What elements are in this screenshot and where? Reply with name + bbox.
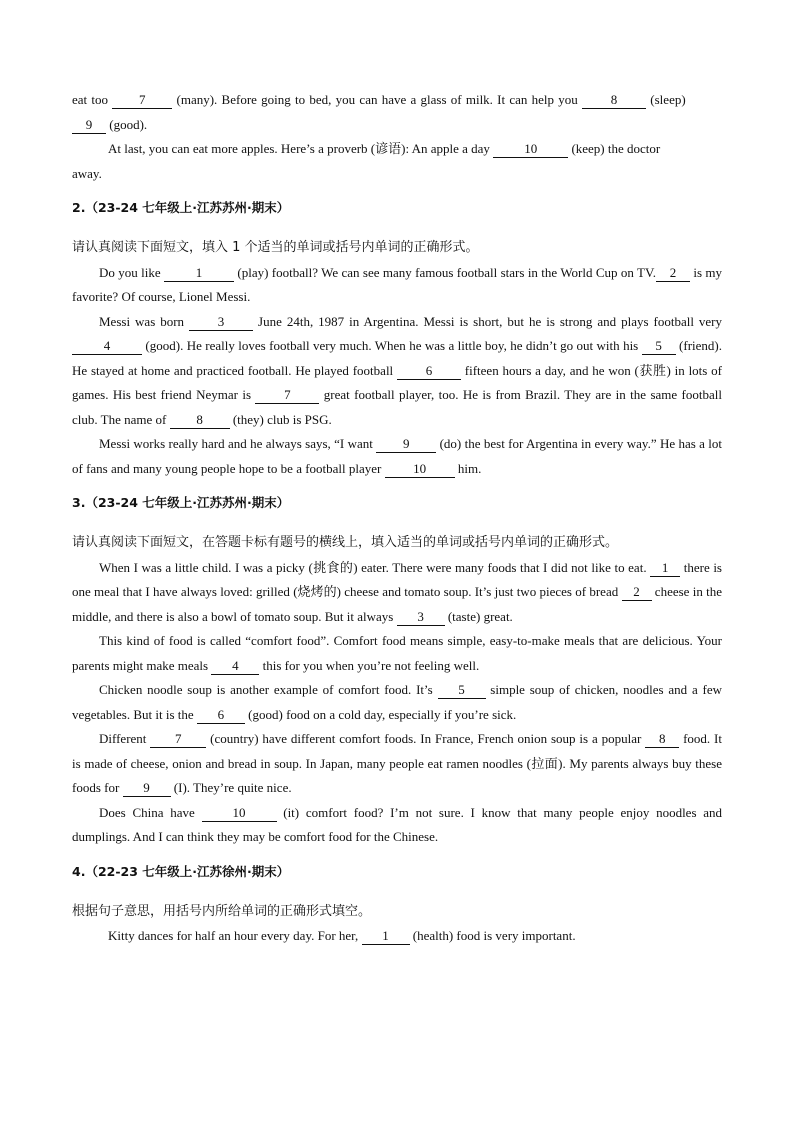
text: food. It is made of cheese, onion and bread in soup. In Japan, many people eat ramen noodles (拉面). My parents always buy these foods for	[72, 731, 722, 795]
paragraph	[72, 113, 722, 138]
text: Chicken noodle soup is another example of comfort food. It’s	[99, 682, 438, 697]
text: great football player, too. He is from Brazil. They are in the same football club. The name of	[72, 387, 722, 427]
text: fifteen hours a day, and he won (获胜) in lots of games. His best friend Neymar is	[72, 362, 722, 402]
answer-blank-2[interactable]: 2	[656, 265, 690, 282]
text: him.	[454, 460, 482, 476]
question-2	[72, 236, 722, 481]
answer-blank-9[interactable]: 9	[72, 117, 106, 134]
text: Do you like	[99, 264, 165, 280]
question-4	[72, 900, 722, 949]
text: eat too	[72, 92, 113, 107]
answer-blank-7[interactable]: 7	[112, 92, 172, 109]
worksheet-page	[72, 88, 722, 949]
answer-blank-9[interactable]: 9	[123, 780, 171, 797]
paragraph	[72, 261, 722, 310]
paragraph	[72, 629, 722, 678]
text: This kind of food is called “comfort food”. Comfort food means simple, easy-to-make meals that are delicious. Your parents might make meals	[72, 633, 722, 673]
instruction: 请认真阅读下面短文，填入 1 个适当的单词或括号内单词的正确形式。	[72, 240, 479, 255]
text: Does China have	[99, 804, 202, 820]
answer-blank-4[interactable]: 4	[211, 658, 259, 675]
text: (sleep)	[646, 92, 686, 107]
text: (good) food on a cold day, especially if you’re sick.	[244, 706, 517, 722]
question-3-header: 3.（23-24 七年级上·江苏苏州·期末）	[72, 495, 290, 510]
text: (play) football? We can see many famous football stars in the World Cup on TV.	[234, 264, 656, 280]
text: there is one meal that I have always loved: grilled (烧烤的) cheese and tomato soup. It’s just two pieces of bread	[72, 559, 722, 599]
text: (taste) great.	[444, 608, 513, 624]
answer-blank-8[interactable]: 8	[582, 92, 646, 109]
answer-blank-7[interactable]: 7	[255, 387, 319, 404]
paragraph	[72, 727, 722, 801]
section-1-continuation	[72, 88, 722, 186]
text: (many). Before going to bed, you can have a glass of milk. It can help you	[172, 92, 583, 107]
answer-blank-6[interactable]: 6	[197, 707, 245, 724]
answer-blank-6[interactable]: 6	[397, 363, 461, 380]
text: this for you when you’re not feeling well.	[259, 657, 480, 673]
answer-blank-8[interactable]: 8	[645, 731, 679, 748]
paragraph	[72, 924, 722, 949]
paragraph	[72, 678, 722, 727]
paragraph	[72, 137, 722, 162]
answer-blank-2[interactable]: 2	[622, 584, 652, 601]
text: June 24th, 1987 in Argentina. Messi is short, but he is strong and plays football very	[253, 313, 723, 329]
answer-blank-5[interactable]: 5	[438, 682, 486, 699]
answer-blank-10[interactable]: 10	[493, 141, 568, 158]
paragraph	[72, 801, 722, 850]
answer-blank-9[interactable]: 9	[376, 436, 436, 453]
question-3	[72, 531, 722, 850]
text: Messi works really hard and he always says, “I want	[99, 436, 377, 451]
text: (country) have different comfort foods. In France, French onion soup is a popular	[206, 731, 646, 746]
answer-blank-3[interactable]: 3	[189, 314, 253, 331]
text: Different	[99, 731, 151, 746]
answer-blank-10[interactable]: 10	[202, 805, 277, 822]
text: (keep) the doctor	[568, 141, 661, 156]
answer-blank-5[interactable]: 5	[642, 338, 676, 355]
text: (good). He really loves football very much. When he was a little boy, he didn’t go out with his	[142, 338, 642, 353]
answer-blank-8[interactable]: 8	[170, 412, 230, 429]
text: (do) the best for Argentina in every way.” He has a lot of fans and many young people hope to be a football player	[72, 436, 722, 476]
text: When I was a little child. I was a picky (挑食的) eater. There were many foods that I did not like to eat.	[99, 559, 651, 575]
text: (I). They’re quite nice.	[170, 780, 292, 795]
paragraph	[72, 88, 722, 113]
answer-blank-7[interactable]: 7	[150, 731, 206, 748]
text: is my favorite? Of course, Lionel Messi.	[72, 264, 722, 304]
answer-blank-4[interactable]: 4	[72, 338, 142, 355]
text: simple soup of chicken, noodles and a few vegetables. But it is the	[72, 682, 722, 722]
answer-blank-3[interactable]: 3	[397, 609, 445, 626]
question-2-header: 2.（23-24 七年级上·江苏苏州·期末）	[72, 200, 290, 215]
answer-blank-1[interactable]: 1	[362, 928, 410, 945]
text: (they) club is PSG.	[229, 411, 332, 427]
paragraph	[72, 310, 722, 433]
paragraph	[72, 556, 722, 630]
paragraph	[72, 432, 722, 481]
text: Kitty dances for half an hour every day. For her,	[108, 928, 362, 943]
text: (health) food is very important.	[409, 928, 576, 943]
answer-blank-1[interactable]: 1	[650, 560, 680, 577]
instruction: 根据句子意思，用括号内所给单词的正确形式填空。	[72, 903, 372, 919]
instruction: 请认真阅读下面短文，在答题卡标有题号的横线上，填入适当的单词或括号内单词的正确形式。	[72, 535, 619, 550]
answer-blank-1[interactable]: 1	[164, 265, 234, 282]
question-4-header: 4.（22-23 七年级上·江苏徐州·期末）	[72, 863, 290, 879]
paragraph: away.	[72, 165, 102, 181]
text: cheese in the middle, and there is also a bowl of tomato soup. But it always	[72, 584, 722, 624]
text: (friend). He stayed at home and practiced football. He played football	[72, 338, 722, 378]
text: At last, you can eat more apples. Here’s a proverb (谚语): An apple a day	[108, 141, 494, 156]
text: Messi was born	[99, 313, 190, 329]
text: (it) comfort food? I’m not sure. I know that many people enjoy noodles and dumplings. And I can think they may be comfort food for the Chinese.	[72, 804, 723, 844]
answer-blank-10[interactable]: 10	[385, 461, 455, 478]
text: (good).	[106, 116, 148, 132]
